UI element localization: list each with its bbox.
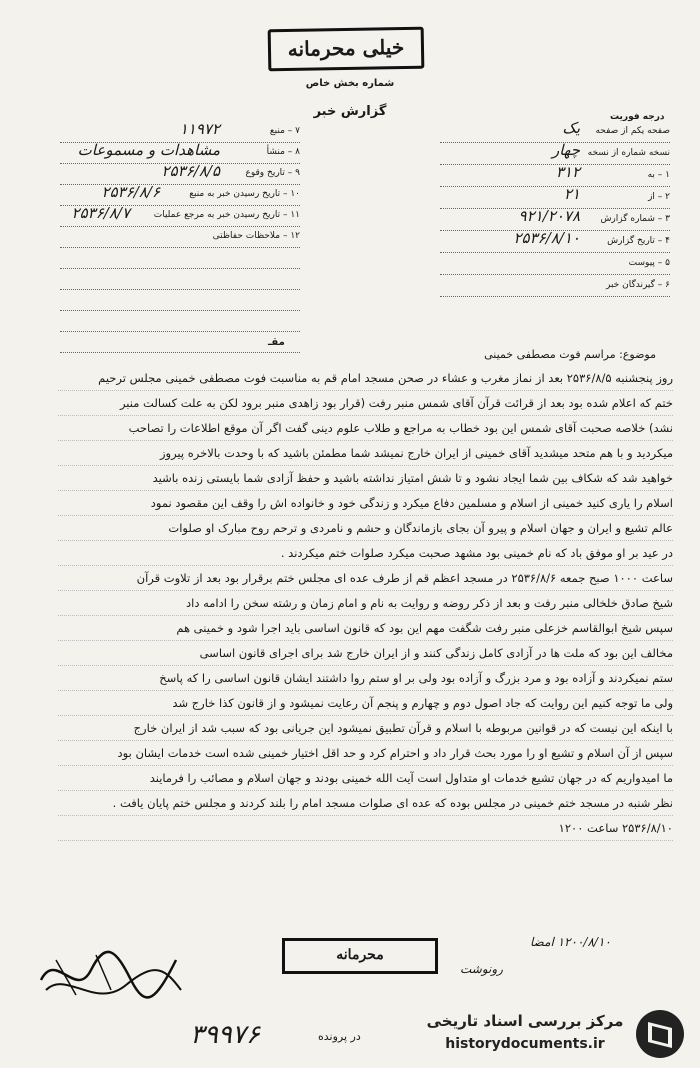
blank-line xyxy=(60,294,300,311)
form-row xyxy=(60,231,300,248)
blank-line xyxy=(60,273,300,290)
body-line: ۲۵۳۶/۸/۱۰ ساعت ۱۲۰۰ xyxy=(58,816,673,841)
watermark xyxy=(420,1008,690,1060)
form-label: ۸ – منشأ xyxy=(266,147,300,157)
body-line: نظر شنبه در مسجد ختم خمینی در مجلس بوده که عده ای صلوات مسجد امام را بلند کردند و مجلس ختم پایان یافت . xyxy=(58,791,673,816)
signature-scribble-icon xyxy=(36,940,186,1010)
form-label: ۱۱ – تاریخ رسیدن خبر به مرجع عملیات xyxy=(153,210,300,220)
body-line: میکردید و با هم متحد میشدید آقای خمینی از ایران خارج نمیشد شما مطمئن باشید که با وحدت بالاخره پیروز xyxy=(58,441,673,466)
report-title: گزارش خبر xyxy=(313,104,387,119)
body-line: ساعت ۱۰۰۰ صبح جمعه ۲۵۳۶/۸/۶ در مسجد اعظم قم از طرف عده ای مجلس ختم برقرار بود بعد از تلاوت قرآن xyxy=(58,566,673,591)
body-line: ختم که اعلام شده بود بعد از قرائت قرآن آقای شمس منبر رفت (قرار بود زاهدی منبر برود لکن به علت کسالت منبر xyxy=(58,391,673,416)
signature-right: ۱۲۰۰/۸/۱۰ امضا xyxy=(530,935,611,949)
form-value: ۱۱۹۷۲ xyxy=(179,120,220,138)
form-value: ۳۱۲ xyxy=(555,163,580,181)
form-label: ۲ – از xyxy=(648,192,670,202)
signature-middle: رونوشت xyxy=(460,962,503,976)
body-line: خواهید شد که شکاف بین شما ایجاد نشود و تا شش امتیاز نداشته باشید و حفظ آزادی شما بایستی زنده باشید xyxy=(58,466,673,491)
urgency-label: درجه فوریت xyxy=(610,112,665,122)
body-line: سپس از آن اسلام و تشیع او را مورد بحث قرار داد و احترام کرد و حد اقل اختیار خمینی شده است خدمات ایشان بود xyxy=(58,741,673,766)
form-label: ۱ – به xyxy=(647,170,670,180)
form-label: صفحه یکم از صفحه xyxy=(595,126,670,136)
form-value: یک xyxy=(562,119,580,137)
form-value: چهار xyxy=(551,141,580,159)
body-line: اسلام را یاری کنید خمینی از اسلام و مسلمین دفاع میکرد و زندگی خود و خانواده اش را وقف این مقصود نمود xyxy=(58,491,673,516)
form-label: ۳ – شماره گزارش xyxy=(600,214,670,224)
form-label: ۶ – گیرندگان خبر xyxy=(605,280,670,290)
form-value: ۲۱ xyxy=(563,185,580,203)
form-label: نسخه شماره از نسخه xyxy=(587,148,670,158)
form-value: ۲۵۳۶/۸/۵ xyxy=(161,162,220,180)
form-label: ۵ – پیوست xyxy=(628,258,670,268)
header-subtitle: شماره بخش خاص xyxy=(305,78,395,89)
form-value: ۲۵۳۶/۸/۷ xyxy=(71,204,130,222)
form-label: ۱۲ – ملاحظات حفاظتی xyxy=(212,231,300,241)
archive-number: ۳۹۹۷۶ xyxy=(190,1020,260,1050)
form-row xyxy=(60,162,300,185)
form-label: ۴ – تاریخ گزارش xyxy=(607,236,670,246)
form-right xyxy=(440,119,670,302)
body-line: در عید بر او موفق باد که نام خمینی بود مشهد صحبت میکرد صلوات ختم میکردند . xyxy=(58,541,673,566)
archive-logo-icon xyxy=(634,1008,686,1060)
form-value: مشاهدات و مسموعات xyxy=(77,141,220,159)
body-line: ستم نمیکردند و آزاده بود و مرد بزرگ و آزاده بود ولی بر او ستم روا داشتند ایشان قانون اساسی را که پاسخ xyxy=(58,666,673,691)
margin-note: مقـ xyxy=(268,337,285,348)
bottom-stamp: محرمانه xyxy=(282,938,438,974)
form-left xyxy=(60,120,300,357)
body-line: سپس شیخ ابوالقاسم خزعلی منبر رفت شگفت مهم این بود که قانون اساسی باید اجرا شود و خمینی هم xyxy=(58,616,673,641)
blank-line xyxy=(60,336,300,353)
form-label: ۷ – منبع xyxy=(269,126,300,136)
form-row xyxy=(440,258,670,275)
form-row xyxy=(440,229,670,253)
body-line: شیخ صادق خلخالی منبر رفت و بعد از ذکر روضه و روایت به نام و امام زمان و رشته سخن را ادامه داد xyxy=(58,591,673,616)
form-row xyxy=(440,163,670,187)
body-line: ولی ما توجه کنیم این روایت که جاد اصول دوم و چهارم و پنجم آن رعایت نمیشود و از قانون کذا خارج شد xyxy=(58,691,673,716)
archive-label: در پرونده xyxy=(318,1030,361,1043)
watermark-name: مرکز بررسی اسناد تاریخی xyxy=(426,1012,624,1030)
watermark-url: historydocuments.ir xyxy=(445,1036,605,1052)
body-line: مخالف این بود که ملت ها در آزادی کامل زندگی کنند و از ایران خارج شد برای اجرای قانون اساسی xyxy=(58,641,673,666)
report-body xyxy=(58,366,673,841)
form-row xyxy=(440,280,670,297)
blank-line xyxy=(60,315,300,332)
form-label: ۱۰ – تاریخ رسیدن خبر به منبع xyxy=(189,189,300,199)
subject-line: موضوع: مراسم فوت مصطفی خمینی xyxy=(484,348,656,361)
body-line: عالم تشیع و ایران و جهان اسلام و پیرو آن بجای بازماندگان و حشم و نامردی و ترحم روح مبارک او صلوات xyxy=(58,516,673,541)
form-value: ۹۲۱/۲۰۷۸ xyxy=(518,207,580,225)
blank-line xyxy=(60,252,300,269)
form-label: ۹ – تاریخ وقوع xyxy=(245,168,300,178)
body-line: روز پنجشنبه ۲۵۳۶/۸/۵ بعد از نماز مغرب و عشاء در صحن مسجد امام قم به مناسبت فوت مصطفی خمینی مجلس ترحیم xyxy=(58,366,673,391)
classification-stamp: خیلی محرمانه xyxy=(268,27,425,72)
body-line: نشد) خلاصه صحبت آقای شمس این بود خطاب به مراجع و طلاب علوم دینی گفت اگر آن موقع اطلاعات را تصاحب xyxy=(58,416,673,441)
body-line: ما امیدواریم که در جهان تشیع خدمات او متداول است آیت الله خمینی بودند و جهان اسلام و مصائب را فرمایند xyxy=(58,766,673,791)
form-value: ۲۵۳۶/۸/۱۰ xyxy=(513,229,580,247)
form-row xyxy=(60,204,300,227)
form-value: ۲۵۳۶/۸/۶ xyxy=(101,183,160,201)
body-line: با اینکه این نیست که در قوانین مربوطه با اسلام و قرآن تطبیق نمیشود این جریانی بود که سبب شد از ایران خارج xyxy=(58,716,673,741)
